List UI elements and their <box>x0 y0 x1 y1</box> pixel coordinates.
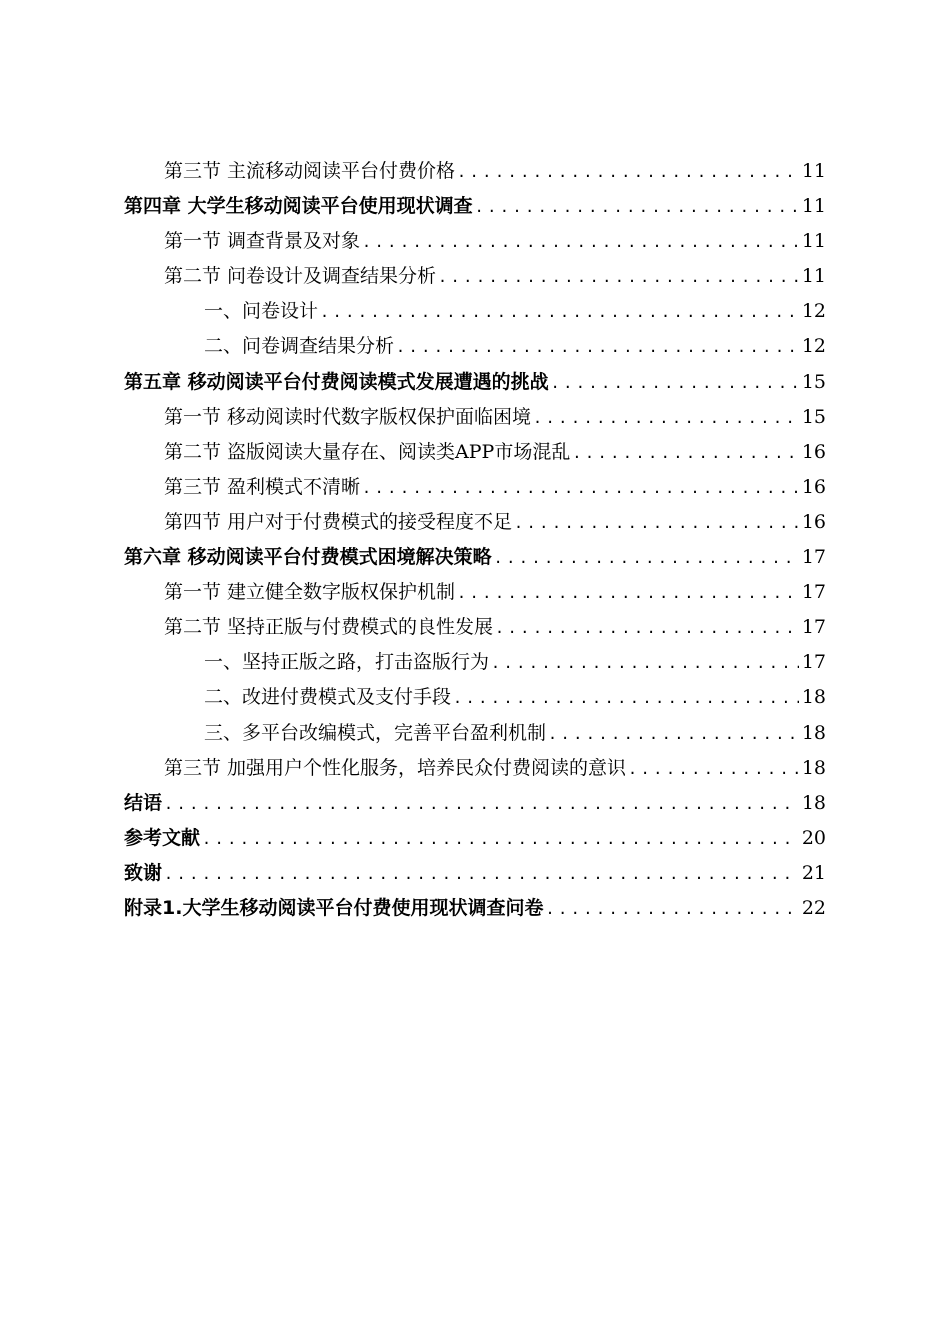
toc-entry-title: 第二节 坚持正版与付费模式的良性发展 <box>164 616 494 639</box>
toc-entry-title: 第二节 盗版阅读大量存在、阅读类APP市场混乱 <box>164 440 571 463</box>
toc-entry-title: 第三节 主流移动阅读平台付费价格 <box>164 160 456 182</box>
dot-leader <box>457 576 799 610</box>
toc-entry-title: 第三节 盈利模式不清晰 <box>164 475 361 498</box>
dot-leader <box>453 681 799 715</box>
toc-entry-subsection[interactable] <box>124 329 826 364</box>
toc-entry-page-number: 15 <box>801 370 826 393</box>
toc-entry-page-number: 11 <box>801 230 826 253</box>
toc-entry-title: 一、坚持正版之路，打击盗版行为 <box>204 651 490 674</box>
dot-leader <box>628 752 799 786</box>
dot-leader <box>491 646 799 680</box>
toc-entry-page-number: 12 <box>801 335 826 358</box>
toc-entry-title: 第一节 移动阅读时代数字版权保护面临困境 <box>164 405 532 428</box>
toc-entry-section[interactable] <box>124 575 826 610</box>
toc-entry-section[interactable] <box>124 154 826 189</box>
toc-entry-page-number: 18 <box>801 721 826 744</box>
toc-entry-section[interactable] <box>124 435 826 470</box>
dot-leader <box>396 330 799 364</box>
toc-entry-page-number: 12 <box>801 300 826 323</box>
toc-entry-page-number: 16 <box>801 475 826 498</box>
toc-entry-chapter[interactable] <box>124 189 826 224</box>
toc-entry-chapter[interactable] <box>124 821 826 856</box>
toc-entry-title: 参考文献 <box>124 826 201 849</box>
toc-entry-title: 二、问卷调查结果分析 <box>204 335 395 358</box>
toc-entry-title: 第六章 移动阅读平台付费模式困境解决策略 <box>124 546 492 569</box>
dot-leader <box>494 541 799 575</box>
toc-entry-page-number: 11 <box>801 160 826 182</box>
toc-entry-section[interactable] <box>124 400 826 435</box>
toc-entry-title: 致谢 <box>124 861 163 884</box>
toc-entry-section[interactable] <box>124 259 826 294</box>
toc-entry-page-number: 16 <box>801 440 826 463</box>
toc-entry-page-number: 21 <box>801 861 826 884</box>
dot-leader <box>514 506 799 540</box>
dot-leader <box>457 155 799 189</box>
toc-entry-subsection[interactable] <box>124 716 826 751</box>
dot-leader <box>545 892 798 926</box>
toc-entry-section[interactable] <box>124 470 826 505</box>
dot-leader <box>164 787 799 821</box>
toc-entry-page-number: 11 <box>801 265 826 288</box>
toc-entry-page-number: 15 <box>801 405 826 428</box>
toc-entry-chapter[interactable] <box>124 856 826 891</box>
dot-leader <box>495 611 799 645</box>
toc-entry-page-number: 18 <box>801 756 826 779</box>
toc-entry-title: 第四节 用户对于付费模式的接受程度不足 <box>164 510 513 533</box>
toc-entry-title: 附录1.大学生移动阅读平台付费使用现状调查问卷 <box>124 896 544 919</box>
dot-leader <box>320 295 799 329</box>
toc-entry-page-number: 22 <box>801 896 826 919</box>
toc-entry-page-number: 18 <box>801 686 826 709</box>
toc-entry-page-number: 20 <box>801 826 826 849</box>
dot-leader <box>475 190 799 224</box>
dot-leader <box>548 717 799 751</box>
toc-entry-subsection[interactable] <box>124 645 826 680</box>
toc-entry-section[interactable] <box>124 751 826 786</box>
dot-leader <box>551 366 799 400</box>
dot-leader <box>572 436 798 470</box>
toc-entry-chapter[interactable] <box>124 786 826 821</box>
toc-entry-chapter[interactable] <box>124 540 826 575</box>
dot-leader <box>533 401 799 435</box>
toc-entry-section[interactable] <box>124 505 826 540</box>
dot-leader <box>362 225 799 259</box>
dot-leader <box>202 822 799 856</box>
dot-leader <box>438 260 799 294</box>
toc-entry-title: 第三节 加强用户个性化服务，培养民众付费阅读的意识 <box>164 756 627 779</box>
toc-entry-page-number: 16 <box>801 510 826 533</box>
toc-entry-page-number: 17 <box>801 651 826 674</box>
table-of-contents <box>124 154 826 926</box>
toc-entry-title: 第一节 调查背景及对象 <box>164 230 361 253</box>
toc-entry-title: 第四章 大学生移动阅读平台使用现状调查 <box>124 195 473 218</box>
toc-entry-title: 第五章 移动阅读平台付费阅读模式发展遭遇的挑战 <box>124 370 549 393</box>
toc-entry-subsection[interactable] <box>124 294 826 329</box>
toc-entry-chapter[interactable] <box>124 891 826 926</box>
toc-entry-title: 第一节 建立健全数字版权保护机制 <box>164 581 456 604</box>
toc-entry-section[interactable] <box>124 224 826 259</box>
toc-entry-page-number: 11 <box>801 195 826 218</box>
dot-leader <box>164 857 799 891</box>
toc-entry-page-number: 18 <box>801 791 826 814</box>
toc-entry-page-number: 17 <box>801 581 826 604</box>
toc-entry-title: 第二节 问卷设计及调查结果分析 <box>164 265 437 288</box>
toc-entry-chapter[interactable] <box>124 365 826 400</box>
toc-entry-title: 二、改进付费模式及支付手段 <box>204 686 452 709</box>
toc-entry-title: 结语 <box>124 791 163 814</box>
toc-entry-title: 一、问卷设计 <box>204 300 319 323</box>
dot-leader <box>362 471 799 505</box>
toc-entry-page-number: 17 <box>801 546 826 569</box>
toc-entry-page-number: 17 <box>801 616 826 639</box>
toc-entry-subsection[interactable] <box>124 680 826 715</box>
toc-entry-title: 三、多平台改编模式，完善平台盈利机制 <box>204 721 547 744</box>
toc-entry-section[interactable] <box>124 610 826 645</box>
